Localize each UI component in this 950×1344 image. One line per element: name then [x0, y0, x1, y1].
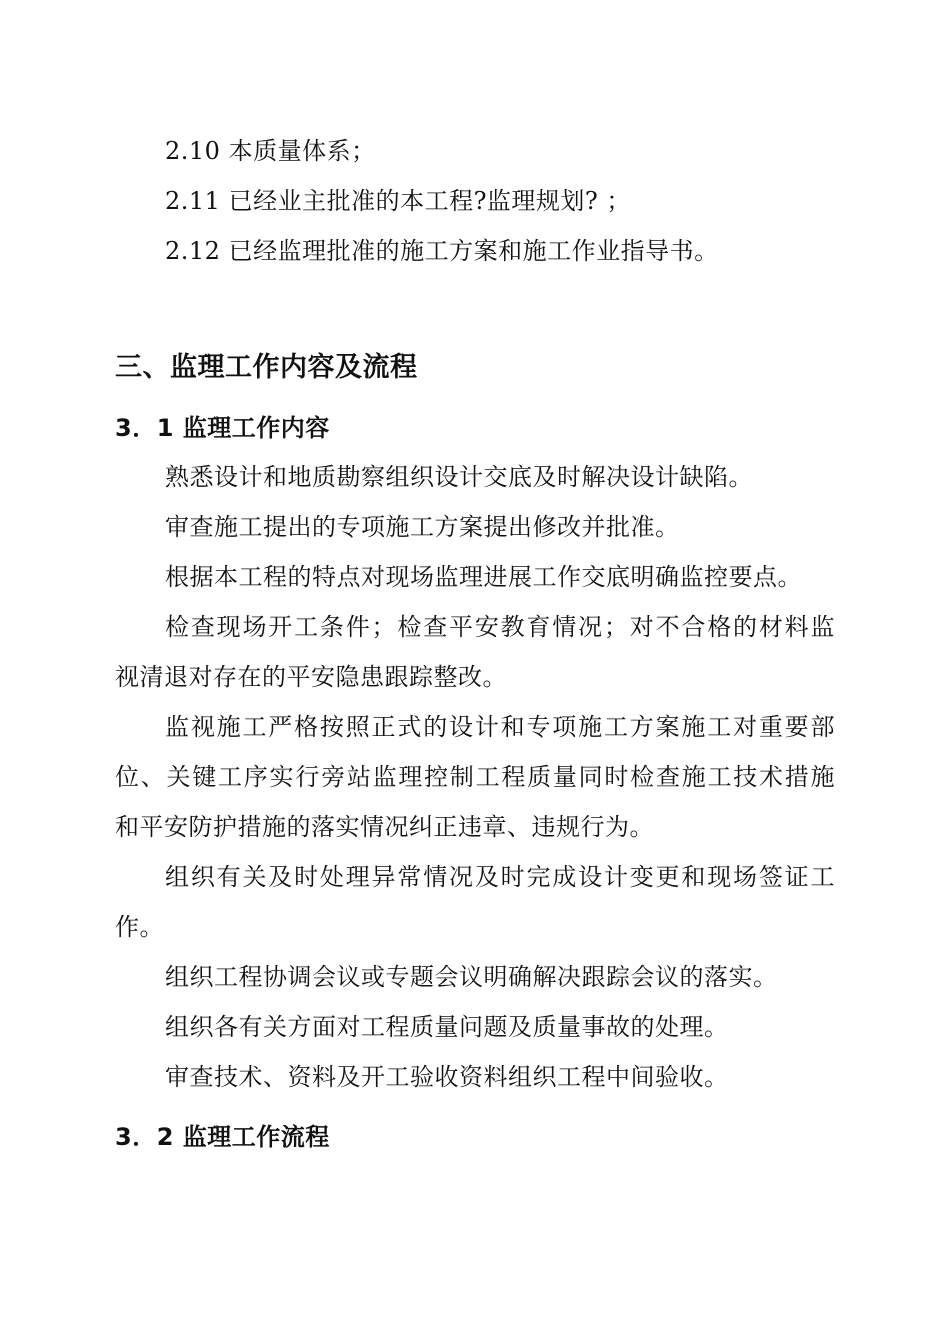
paragraph-line: 组织各有关方面对工程质量问题及质量事故的处理。	[165, 1013, 729, 1041]
subsection-heading: 3．2 监理工作流程	[115, 1123, 330, 1151]
section-heading: 三、监理工作内容及流程	[115, 352, 418, 383]
paragraph-line: 和平安防护措施的落实情况纠正违章、违规行为。	[115, 813, 654, 841]
list-item: 2.10 本质量体系；	[165, 137, 376, 165]
paragraph-line: 根据本工程的特点对现场监理进展工作交底明确监控要点。	[165, 563, 802, 591]
list-item: 2.11 已经业主批准的本工程?监理规划? ；	[165, 187, 631, 215]
paragraph-line: 审查施工提出的专项施工方案提出修改并批准。	[165, 513, 680, 541]
paragraph-line: 审查技术、资料及开工验收资料组织工程中间验收。	[165, 1063, 729, 1091]
paragraph-line: 熟悉设计和地质勘察组织设计交底及时解决设计缺陷。	[165, 463, 753, 491]
paragraph-line: 位、关键工序实行旁站监理控制工程质量同时检查施工技术措施	[115, 763, 835, 791]
paragraph-line: 视清退对存在的平安隐患跟踪整改。	[115, 663, 507, 691]
paragraph-line: 检查现场开工条件；检查平安教育情况；对不合格的材料监	[165, 613, 835, 641]
list-item: 2.12 已经监理批准的施工方案和施工作业指导书。	[165, 237, 719, 265]
paragraph-line: 作。	[115, 913, 164, 941]
paragraph-line: 监视施工严格按照正式的设计和专项施工方案施工对重要部	[165, 713, 835, 741]
paragraph-line: 组织工程协调会议或专题会议明确解决跟踪会议的落实。	[165, 963, 778, 991]
paragraph-line: 组织有关及时处理异常情况及时完成设计变更和现场签证工	[165, 863, 835, 891]
subsection-heading: 3．1 监理工作内容	[115, 414, 330, 442]
